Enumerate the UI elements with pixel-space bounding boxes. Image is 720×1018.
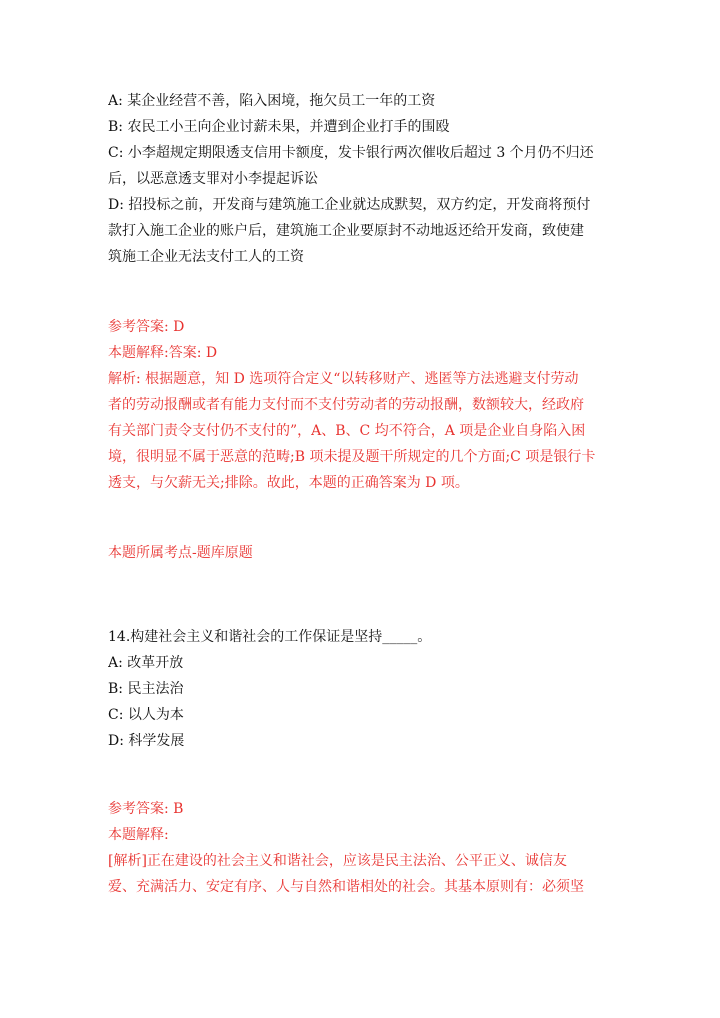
q13-answer-section	[108, 314, 614, 496]
q13-option-d-line1: D: 招投标之前，开发商与建筑施工企业就达成默契，双方约定，开发商将预付	[108, 197, 591, 213]
q14-option-b: B: 民主法治	[108, 681, 184, 697]
q13-option-a-line1: A: 某企业经营不善，陷入困境，拖欠员工一年的工资	[108, 93, 436, 109]
q14-answer: 参考答案: B	[108, 801, 184, 817]
q14-option-c: C: 以人为本	[108, 707, 184, 723]
q13-explain-line4: 境，很明显不属于恶意的范畴;B 项未提及题干所规定的几个方面;C 项是银行卡	[108, 449, 596, 465]
q13-category-text: 本题所属考点-题库原题	[108, 545, 253, 561]
q13-options	[108, 88, 614, 270]
q13-answer: 参考答案: D	[108, 319, 185, 335]
q14-option-d: D: 科学发展	[108, 733, 185, 749]
q13-option-d-line3: 筑施工企业无法支付工人的工资	[108, 249, 304, 265]
q14-explain-line1: [解析]正在建设的社会主义和谐社会，应该是民主法治、公平正义、诚信友	[108, 853, 567, 869]
q13-explain-line2: 者的劳动报酬或者有能力支付而不支付劳动者的劳动报酬，数额较大，经政府	[108, 397, 584, 413]
q13-explain-line3: 有关部门责令支付仍不支付的”，A、B、C 均不符合，A 项是企业自身陷入困	[108, 423, 586, 439]
q14-answer-section	[108, 796, 614, 900]
q14-question	[108, 624, 614, 754]
q13-explain-title: 本题解释:答案: D	[108, 345, 218, 361]
q13-option-c-line1: C: 小李超规定期限透支信用卡额度，发卡银行两次催收后超过 3 个月仍不归还	[108, 145, 594, 161]
q13-option-b-line1: B: 农民工小王向企业讨薪未果，并遭到企业打手的围殴	[108, 119, 450, 135]
q14-explain-title: 本题解释:	[108, 827, 169, 843]
q13-category	[108, 540, 614, 566]
q14-explain-line2: 爱、充满活力、安定有序、人与自然和谐相处的社会。其基本原则有：必须坚	[108, 879, 584, 895]
q13-explain-line1: 解析: 根据题意，知 D 选项符合定义“以转移财产、逃匿等方法逃避支付劳动	[108, 371, 579, 387]
q14-stem: 14.构建社会主义和谐社会的工作保证是坚持_____。	[108, 629, 432, 645]
q13-explain-line5: 透支，与欠薪无关;排除。故此，本题的正确答案为 D 项。	[108, 475, 469, 491]
q14-option-a: A: 改革开放	[108, 655, 184, 671]
q13-option-d-line2: 款打入施工企业的账户后，建筑施工企业要原封不动地返还给开发商，致使建	[108, 223, 584, 239]
q13-option-c-line2: 后，以恶意透支罪对小李提起诉讼	[108, 171, 318, 187]
